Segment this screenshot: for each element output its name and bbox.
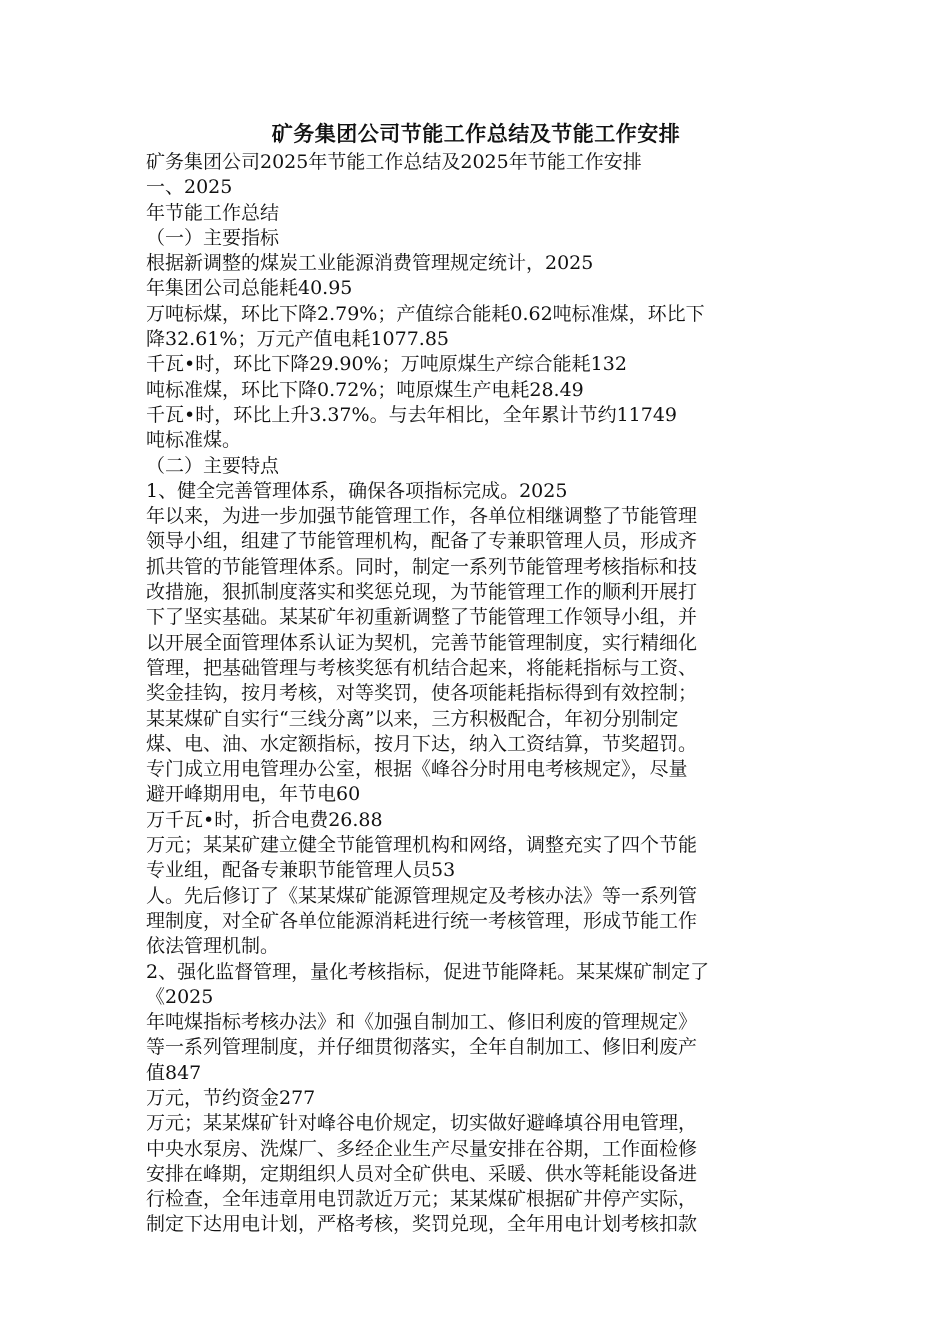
text-line: 值847 — [146, 1061, 202, 1084]
text-line: 《2025 — [146, 985, 214, 1008]
text-line: 根据新调整的煤炭工业能源消费管理规定统计，2025 — [146, 252, 594, 275]
document-title: 矿务集团公司节能工作总结及节能工作安排 — [271, 122, 681, 146]
text-line: 万千瓦•时，折合电费26.88 — [146, 808, 383, 831]
text-line: 人。先后修订了《某某煤矿能源管理规定及考核办法》等一系列管 — [146, 884, 698, 907]
text-line: 行检查，全年违章用电罚款近万元；某某煤矿根据矿井停产实际， — [146, 1188, 698, 1211]
text-line: 万元，节约资金277 — [146, 1086, 316, 1109]
text-line: 等一系列管理制度，并仔细贯彻落实，全年自制加工、修旧利废产 — [146, 1036, 698, 1059]
text-line: 下了坚实基础。某某矿年初重新调整了节能管理工作领导小组，并 — [146, 606, 698, 629]
text-line: 一、2025 — [146, 176, 233, 199]
text-line: 奖金挂钩，按月考核，对等奖罚，使各项能耗指标得到有效控制； — [146, 682, 698, 705]
text-line: 专门成立用电管理办公室，根据《峰谷分时用电考核规定》，尽量 — [146, 758, 688, 781]
text-line: 以开展全面管理体系认证为契机，完善节能管理制度，实行精细化 — [146, 631, 698, 654]
text-line: 年以来，为进一步加强节能管理工作，各单位相继调整了节能管理 — [146, 505, 698, 528]
text-line: 制定下达用电计划，严格考核，奖罚兑现，全年用电计划考核扣款 — [146, 1213, 698, 1236]
text-line: 年节能工作总结 — [146, 201, 280, 224]
text-line: 千瓦•时，环比上升3.37%。与去年相比，全年累计节约11749 — [146, 403, 678, 426]
text-line: 千瓦•时，环比下降29.90%；万吨原煤生产综合能耗132 — [146, 353, 627, 376]
text-line: 安排在峰期，定期组织人员对全矿供电、采暖、供水等耗能设备进 — [146, 1162, 698, 1185]
text-line: 吨标准煤。 — [146, 429, 242, 452]
text-line: （二）主要特点 — [146, 454, 280, 477]
text-line: 理制度，对全矿各单位能源消耗进行统一考核管理，形成节能工作 — [146, 909, 698, 932]
text-line: 矿务集团公司2025年节能工作总结及2025年节能工作安排 — [146, 151, 642, 173]
text-line: 万元；某某煤矿针对峰谷电价规定，切实做好避峰填谷用电管理， — [146, 1112, 698, 1135]
text-line: 领导小组，组建了节能管理机构，配备了专兼职管理人员，形成齐 — [146, 530, 698, 553]
text-line: 1、健全完善管理体系，确保各项指标完成。2025 — [146, 479, 568, 502]
text-line: 年集团公司总能耗40.95 — [146, 277, 353, 300]
text-line: 煤、电、油、水定额指标，按月下达，纳入工资结算，节奖超罚。 — [146, 732, 698, 755]
text-line: 专业组，配备专兼职节能管理人员53 — [146, 859, 456, 882]
text-line: （一）主要指标 — [146, 226, 280, 249]
text-line: 抓共管的节能管理体系。同时，制定一系列节能管理考核指标和技 — [146, 555, 698, 578]
document-body — [146, 150, 806, 1238]
text-line: 某某煤矿自实行“三线分离”以来，三方积极配合，年初分别制定 — [146, 707, 679, 730]
text-line: 万元；某某矿建立健全节能管理机构和网络，调整充实了四个节能 — [146, 834, 698, 857]
text-line: 万吨标煤，环比下降2.79%；产值综合能耗0.62吨标准煤，环比下 — [146, 302, 705, 325]
text-line: 年吨煤指标考核办法》和《加强自制加工、修旧利废的管理规定》 — [146, 1011, 698, 1034]
document-page — [146, 118, 806, 1238]
text-line: 降32.61%；万元产值电耗1077.85 — [146, 328, 450, 351]
text-line: 中央水泵房、洗煤厂、多经企业生产尽量安排在谷期，工作面检修 — [146, 1137, 698, 1160]
text-line: 吨标准煤，环比下降0.72%；吨原煤生产电耗28.49 — [146, 378, 584, 401]
text-line: 管理，把基础管理与考核奖惩有机结合起来，将能耗指标与工资、 — [146, 656, 698, 679]
text-line: 避开峰期用电，年节电60 — [146, 783, 361, 806]
text-line: 改措施，狠抓制度落实和奖惩兑现，为节能管理工作的顺利开展打 — [146, 581, 698, 604]
text-line: 2、强化监督管理，量化考核指标，促进节能降耗。某某煤矿制定了 — [146, 960, 710, 983]
text-line: 依法管理机制。 — [146, 935, 280, 958]
